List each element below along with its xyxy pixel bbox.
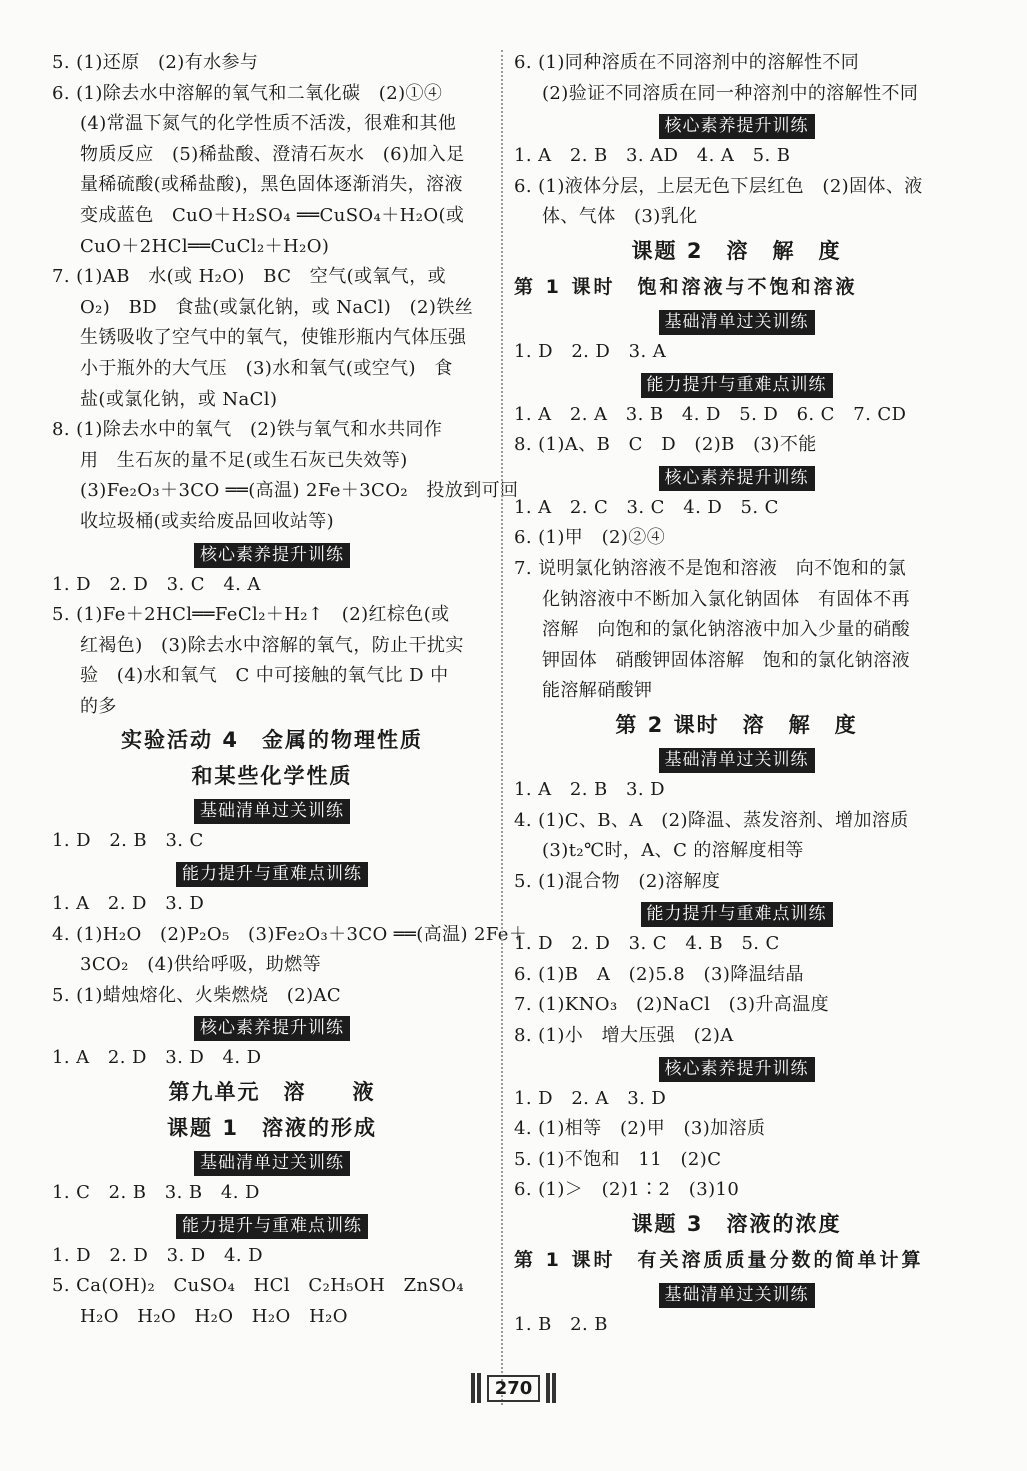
section-band [52, 798, 492, 824]
section-band-label: 基础清单过关训练 [659, 1283, 815, 1308]
answer-line: 1. A 2. D 3. D 4. D [52, 1047, 262, 1069]
answer-line: 1. B 2. B [514, 1314, 608, 1336]
topic-heading: 课题 2 溶 解 度 [631, 238, 842, 263]
section-band [514, 1056, 959, 1082]
answer-continuation: (3)t₂℃时，A、C 的溶解度相等 [542, 840, 804, 862]
answer-line: 6. (1)同种溶质在不同溶剂中的溶解性不同 [514, 52, 860, 73]
answer-line: 5. (1)不饱和 11 (2)C [514, 1148, 722, 1170]
topic-heading: 第 2 课时 溶 解 度 [615, 712, 858, 737]
section-band [514, 747, 959, 773]
lesson-heading: 第 1 课时 饱和溶液与不饱和溶液 [514, 275, 858, 298]
answer-continuation: CuO＋2HCl══CuCl₂＋H₂O) [80, 235, 330, 257]
answer-line: 6. (1)甲 (2)②④ [514, 527, 666, 549]
answer-line: 7. 说明氯化钠溶液不是饱和溶液 向不饱和的氯 [514, 557, 907, 579]
answer-line: 8. (1)除去水中的氧气 (2)铁与氧气和水共同作 [52, 419, 443, 441]
column-divider [501, 50, 503, 1405]
answer-continuation: 的多 [80, 695, 117, 717]
answer-continuation: 化钠溶液中不断加入氯化钠固体 有固体不再 [542, 588, 910, 610]
answer-line: 5. (1)蜡烛熔化、火柴燃烧 (2)AC [52, 984, 342, 1006]
section-band [52, 1015, 492, 1041]
page-footer [0, 1373, 1027, 1403]
lesson-heading: 第 1 课时 有关溶质质量分数的简单计算 [514, 1249, 924, 1272]
section-band-label: 核心素养提升训练 [194, 1016, 350, 1041]
answer-line: 5. (1)Fe＋2HCl══FeCl₂＋H₂↑ (2)红棕色(或 [52, 604, 450, 626]
answer-line: 1. D 2. A 3. D [514, 1087, 667, 1109]
section-band-label: 基础清单过关训练 [659, 748, 815, 773]
section-band-label: 基础清单过关训练 [659, 310, 815, 335]
answer-line: 1. D 2. B 3. C [52, 830, 204, 852]
page-number: 270 [487, 1375, 541, 1402]
answer-continuation: 变成蓝色 CuO＋H₂SO₄ ══CuSO₄＋H₂O(或 [80, 204, 465, 226]
answer-continuation: 生锈吸收了空气中的氧气，使锥形瓶内气体压强 [80, 327, 467, 349]
section-band [52, 1213, 492, 1239]
topic-heading: 课题 1 溶液的形成 [167, 1116, 377, 1141]
left-column [52, 48, 528, 1332]
topic-heading: 第九单元 溶 液 [168, 1080, 376, 1105]
answer-continuation: H₂O H₂O H₂O H₂O H₂O [80, 1305, 348, 1327]
footer-bar-left-2 [477, 1373, 481, 1403]
section-band [514, 309, 959, 335]
answer-line: 5. (1)混合物 (2)溶解度 [514, 870, 721, 892]
answer-line: 6. (1)液体分层，上层无色下层红色 (2)固体、液 [514, 175, 923, 197]
answer-line: 1. D 2. D 3. D 4. D [52, 1244, 263, 1266]
section-band [52, 542, 492, 568]
answer-line: 4. (1)H₂O (2)P₂O₅ (3)Fe₂O₃＋3CO ══(高温) 2Fe＋ [52, 923, 528, 945]
answer-line: 8. (1)小 增大压强 (2)A [514, 1025, 734, 1047]
section-band-label: 能力提升与重难点训练 [176, 862, 368, 887]
answer-continuation: 盐(或氯化钠，或 NaCl) [80, 388, 278, 410]
answer-continuation: 量稀硫酸(或稀盐酸)，黑色固体逐渐消失，溶液 [80, 174, 463, 196]
answer-continuation: 溶解 向饱和的氯化钠溶液中加入少量的硝酸 [542, 619, 910, 641]
answer-continuation: (3)Fe₂O₃＋3CO ══(高温) 2Fe＋3CO₂ 投放到可回 [80, 480, 519, 502]
section-band-label: 核心素养提升训练 [659, 114, 815, 139]
answer-line: 1. D 2. D 3. A [514, 340, 667, 362]
answer-continuation: 红褐色) (3)除去水中溶解的氧气，防止干扰实 [80, 634, 464, 656]
answer-line: 1. A 2. D 3. D [52, 893, 205, 915]
section-band-label: 基础清单过关训练 [194, 1151, 350, 1176]
answer-line: 1. C 2. B 3. B 4. D [52, 1182, 260, 1204]
answer-line: 5. (1)还原 (2)有水参与 [52, 52, 259, 73]
answer-line: 1. A 2. A 3. B 4. D 5. D 6. C 7. CD [514, 403, 907, 425]
answer-continuation: 物质反应 (5)稀盐酸、澄清石灰水 (6)加入足 [80, 143, 465, 165]
topic-heading: 和某些化学性质 [191, 764, 353, 789]
answer-line: 7. (1)AB 水(或 H₂O) BC 空气(或氧气，或 [52, 266, 447, 288]
footer-bar-right-2 [552, 1373, 556, 1403]
section-band [514, 113, 959, 139]
answer-continuation: (2)验证不同溶质在同一种溶剂中的溶解性不同 [542, 82, 919, 104]
answer-continuation: 钾固体 硝酸钾固体溶解 饱和的氯化钠溶液 [542, 649, 910, 671]
answer-line: 5. Ca(OH)₂ CuSO₄ HCl C₂H₅OH ZnSO₄ [52, 1275, 464, 1297]
section-band [514, 465, 959, 491]
answer-continuation: 能溶解硝酸钾 [542, 680, 653, 702]
answer-line: 4. (1)相等 (2)甲 (3)加溶质 [514, 1118, 766, 1140]
section-band [514, 372, 959, 398]
answer-continuation: (4)常温下氮气的化学性质不活泼，很难和其他 [80, 113, 457, 135]
answer-continuation: 收垃圾桶(或卖给废品回收站等) [80, 510, 335, 532]
section-band-label: 能力提升与重难点训练 [641, 902, 833, 927]
answer-line: 1. A 2. C 3. C 4. D 5. C [514, 496, 779, 518]
right-column [514, 48, 959, 1341]
answer-continuation: O₂) BD 食盐(或氯化钠，或 NaCl) (2)铁丝 [80, 296, 474, 318]
answer-continuation: 验 (4)水和氧气 C 中可接触的氧气比 D 中 [80, 665, 449, 687]
footer-bar-left [471, 1373, 475, 1403]
footer-bar-right [546, 1373, 550, 1403]
answer-line: 1. D 2. D 3. C 4. A [52, 573, 261, 595]
section-band [514, 901, 959, 927]
section-band-label: 核心素养提升训练 [659, 1057, 815, 1082]
answer-line: 4. (1)C、B、A (2)降温、蒸发溶剂、增加溶质 [514, 809, 909, 831]
section-band-label: 核心素养提升训练 [194, 543, 350, 568]
topic-heading: 课题 3 溶液的浓度 [631, 1212, 842, 1237]
answer-continuation: 体、气体 (3)乳化 [542, 206, 698, 228]
section-band-label: 核心素养提升训练 [659, 466, 815, 491]
topic-heading: 实验活动 4 金属的物理性质 [121, 728, 423, 753]
answer-continuation: 小于瓶外的大气压 (3)水和氧气(或空气) 食 [80, 357, 453, 379]
answer-line: 6. (1)B A (2)5.8 (3)降温结晶 [514, 963, 804, 985]
section-band-label: 能力提升与重难点训练 [641, 373, 833, 398]
section-band-label: 基础清单过关训练 [194, 799, 350, 824]
section-band [514, 1282, 959, 1308]
answer-continuation: 用 生石灰的量不足(或生石灰已失效等) [80, 449, 408, 471]
answer-line: 1. D 2. D 3. C 4. B 5. C [514, 933, 780, 955]
answer-line: 1. A 2. B 3. D [514, 778, 665, 800]
answer-line: 6. (1)＞ (2)1∶2 (3)10 [514, 1179, 740, 1201]
section-band-label: 能力提升与重难点训练 [176, 1214, 368, 1239]
answer-continuation: 3CO₂ (4)供给呼吸，助燃等 [80, 954, 322, 976]
answer-line: 7. (1)KNO₃ (2)NaCl (3)升高温度 [514, 994, 829, 1016]
answer-line: 1. A 2. B 3. AD 4. A 5. B [514, 145, 791, 167]
section-band [52, 1150, 492, 1176]
answer-line: 6. (1)除去水中溶解的氧气和二氧化碳 (2)①④ [52, 82, 443, 104]
section-band [52, 861, 492, 887]
answer-line: 8. (1)A、B C D (2)B (3)不能 [514, 434, 817, 456]
